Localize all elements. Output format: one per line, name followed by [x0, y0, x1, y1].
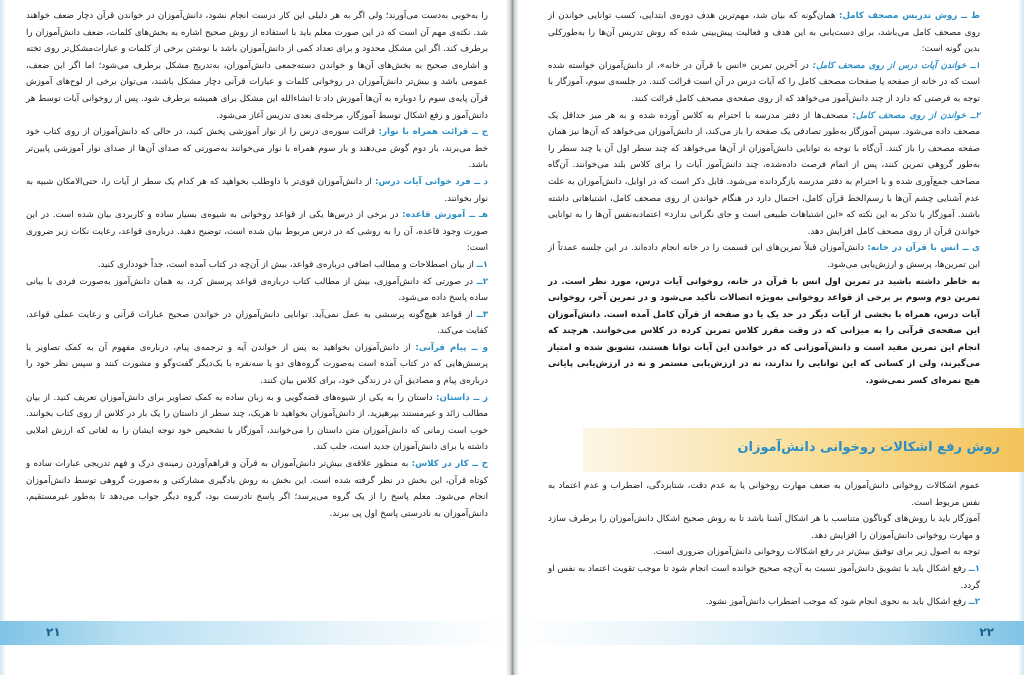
- paragraph: توجه به اصول زیر برای توفیق بیش‌تر در رفع اشکالات روخوانی دانش‌آموزان ضروری است.: [653, 547, 980, 558]
- paragraph-heading: د ــ فرد خوانی آیات درس:: [375, 176, 488, 187]
- item-number: ۱ــ: [476, 259, 488, 270]
- paragraph-heading: ی ــ انس با قرآن در خانه:: [867, 243, 980, 254]
- paragraph: آموزگار باید با روش‌های گوناگون متناسب با هر اشکال آشنا باشد تا به روش صحیح اشکال دانش‌آموزان را برطرف سازد و مهارت روخوانی دانش‌آموزان را افزایش دهد.: [548, 514, 980, 541]
- paragraph: ۲ــ خواندن از روی مصحف کامل: مصحف‌ها از دفتر مدرسه با احترام به کلاس آورده شده و به هر میز حداقل یک مصحف داده می‌شود. سپس آموزگار به‌طور تصادفی یک صفحه را باز می‌کند، از دانش‌آموزان می‌خواهد که آن‌ها نیز همان صفحه مصحف را باز کنند. آن‌گاه با توجه به توانایی دانش‌آموزان از آن‌ها می‌خواهد که چند سطر اول آن یا چند سطر را به‌طور گروهی تمرین کنند، پس از اتمام فرصت داده‌شده، چند دانش‌آموز آیات را برای کلاس بلند می‌خوانند. آن‌گاه مصاحف جمع‌آوری شده و با احترام به دفتر مدرسه بازگردانده می‌شود. قابل ذکر است که در اوایل، دانش‌آموزان به علت عدم آشنایی چشم آن‌ها با رسم‌الخط قرآن کامل، احتمال دارد در هنگام خواندن از روی مصحف کامل، اشتباهاتی داشته باشند. آموزگار با تذکر به این نکته که «این اشتباهات طبیعی است و جای نگرانی ندارد» اعتمادبه‌نفس آن‌ها را به توانایی خواندن قرآن از روی مصحف کامل افزایش دهد.: [548, 110, 981, 237]
- right-page: [519, 0, 1024, 675]
- right-page-text-bottom: [548, 478, 980, 611]
- paragraph: ۱ــ از بیان اصطلاحات و مطالب اضافی درباره‌ی قواعد، بیش از آن‌چه در کتاب آمده است، جداً خودداری کنید.: [97, 259, 488, 270]
- paragraph-heading: ۲ــ خواندن از روی مصحف کامل:: [852, 110, 981, 121]
- left-page-text: [26, 8, 488, 522]
- paragraph-heading: ز ــ داستان:: [436, 392, 488, 403]
- page-edge: [1018, 0, 1024, 675]
- paragraph-heading: هـ ــ آموزش قاعده:: [402, 210, 488, 221]
- paragraph: ۲ــ رفع اشکال باید به نحوی انجام شود که موجب اضطراب دانش‌آموز نشود.: [705, 597, 980, 608]
- paragraph: ۲ــ در صورتی که دانش‌آموزی، بیش از مطالب کتاب درباره‌ی قواعد پرسش کرد، به همان دانش‌آموز به‌صورت فردی با بیانی ساده پاسخ داده می‌شود.: [26, 276, 488, 304]
- section-title: روش رفع اشکالات روخوانی دانش‌آموزان: [737, 440, 1000, 455]
- item-number: ۲ــ: [968, 597, 980, 608]
- paragraph: ج ــ قرائت همراه با نوار: قرائت سوره‌ی درس را از نوار آموزشی پخش کنید، در حالی که دانش‌آموزان از روی کتاب خود خط می‌برند، بار دوم گوش می‌دهند و بار سوم همراه با نوار می‌خوانند به‌صورتی که صدای آن‌ها از صدای نوار آموزشی پایین‌تر باشد.: [26, 127, 488, 171]
- paragraph-heading: ح ــ کار در کلاس:: [411, 459, 488, 470]
- paragraph: به خاطر داشته باشید در تمرین اول انس با قرآن در خانه، روخوانی آیات درس، مورد نظر است. در تمرین دوم وسوم بر برخی از قواعد روخوانی به‌ویژه اتصالات تأکید می‌شود و در تمرین آخر، روخوانی آیات درس، همراه با بخشی از آیات دیگر در حد یک یا دو صفحه از قرآن کامل آمده است. دانش‌آموزان این صفحه‌ی قرآنی را به میزانی که در وقت مقرر کلاس تمرین کرده در کلاس می‌خوانند. هرچند که انجام این تمرین مفید است و دانش‌آموزانی که در خواندن این آیات توانا هستند، تشویق شده و امتیاز می‌گیرند، ولی از کسانی که این توانایی را ندارند، نه در ارزش‌یابی مستمر و نه در ارزش‌یابی پایانی هیچ نمره‌ای کسر نمی‌شود.: [548, 276, 980, 387]
- right-page-text-top: [548, 8, 980, 390]
- page-number: ۲۲: [979, 625, 994, 639]
- paragraph: ی ــ انس با قرآن در خانه: دانش‌آموزان قبلاً تمرین‌های این قسمت را در خانه انجام داده‌اند. در این جلسه عمدتاً از این تمرین‌ها، پرسش و ارزش‌یابی می‌شود.: [548, 243, 980, 270]
- paragraph: عموم اشکالات روخوانی دانش‌آموزان به ضعف مهارت روخوانی یا به عدم دقت، شتابزدگی، اضطراب و عدم اعتماد به نفس مربوط است.: [548, 481, 980, 508]
- page-number: ۲۱: [46, 625, 61, 639]
- page-footer-band: [519, 621, 1024, 645]
- paragraph: ح ــ کار در کلاس: به منظور علاقه‌ی بیش‌تر دانش‌آموزان به قرآن و فراهم‌آوردن زمینه‌ی درک و فهم تدریجی عبارات ساده و کوتاه قرآن، این بخش در نظر گرفته شده است. این بخش به روش یادگیری مشارکتی و به‌صورت گروهی توسط دانش‌آموزان انجام می‌شود. معلم پاسخ را از یک گروه می‌پرسد؛ اگر پاسخ نادرست بود، گروه دیگر جواب می‌دهد تا به‌طور غیرمستقیم، دانش‌آموزان به نادرستی پاسخ اول پی ببرند.: [26, 459, 488, 519]
- page-edge: [0, 0, 6, 675]
- paragraph: و ــ پیام قرآنی: از دانش‌آموزان بخواهید به پس از خواندن آیه و ترجمه‌ی پیام، درباره‌ی مفهوم آن به کمک تصاویر یا پرسش‌هایی که در کتاب آمده است به‌صورت گروه‌های دو یا سه‌نفره با یک‌دیگر گفت‌وگو و مشورت کنند و سپس نظر خود را درباره‌ی پیام و مصادیق آن در زندگی خود، برای کلاس بیان کنند.: [26, 342, 488, 387]
- book-gutter: [506, 0, 519, 675]
- item-number: ۲ــ: [476, 276, 488, 287]
- paragraph: ز ــ داستان: داستان را به یکی از شیوه‌های قصه‌گویی و به زبان ساده به کمک تصاویر برای دانش‌آموزان تعریف کنید. از بیان مطالب زائد و غیرمستند بپرهیزید. از دانش‌آموزان بخواهید تا هریک، چند سطر از داستان را یک بار در کلاس از روی کتاب بخوانند. خوب است زمانی که دانش‌آموزان متن داستان را می‌خوانند، آموزگار با تشخیص خود توجه ایشان را به لغاتی که ارزش املایی داشته یا برای دانش‌آموزان جدید است، جلب کند.: [26, 392, 488, 453]
- paragraph: د ــ فرد خوانی آیات درس: از دانش‌آموزان قوی‌تر با داوطلب بخواهید که هر کدام یک سطر از آیات را، حتی‌الامکان شبیه به نوار بخوانند.: [26, 176, 488, 204]
- paragraph: را به‌خوبی به‌دست می‌آورند؛ ولی اگر به هر دلیلی این کار درست انجام نشود، دانش‌آموزان در خواندن قرآن دچار ضعف خواهند شد. نکته‌ی مهم آن است که در این صورت معلم باید با استفاده از روش صحیح اشاره به بخش‌های کلمات، ضعف دانش‌آموزان را برطرف کند. اگر این مشکل محدود و برای تعداد کمی از دانش‌آموزان باشد با نوشتن برخی از کلمات و عبارات‌مشکل‌تر روی تخته و اشاره‌ی صحیح به بخش‌های آن‌ها و خواندن دسته‌جمعی دانش‌آموزان، به‌تدریج مشکل برطرف می‌شود؛ اما اگر این ضعف، عمومی باشد و بیش‌تر دانش‌آموزان در روخوانی کلمات و عبارات قرآنی دچار مشکل باشند، می‌توان برخی از لوح‌های آموزش قرآن پایه‌ی سوم را دوباره به آن‌ها آموزش داد تا انشاءالله این مشکل برای همیشه برطرف شود. پس از روخوانی آیات توسط هر دانش‌آموز و رفع اشکال توسط آموزگار، مرحله‌ی بعدی تدریس آغاز می‌شود.: [26, 11, 488, 121]
- paragraph-heading: ط ــ روش تدریس مصحف کامل:: [839, 11, 980, 21]
- paragraph-heading: ۱ــ خواندن آیات درس از روی مصحف کامل:: [812, 60, 981, 71]
- page-footer-band: [0, 621, 506, 645]
- item-number: ۱ــ: [968, 563, 980, 574]
- paragraph-heading: ج ــ قرائت همراه با نوار:: [378, 127, 488, 138]
- paragraph: ط ــ روش تدریس مصحف کامل: همان‌گونه که بیان شد، مهم‌ترین هدف دوره‌ی ابتدایی، کسب توانایی خواندن از روی مصحف کامل می‌باشد، برای دست‌یابی به این هدف و فعالیت پیش‌بینی شده که روش تدریس آن‌ها را به‌طورکلی بدین گونه است:: [548, 11, 980, 55]
- section-heading-band: [583, 428, 1024, 472]
- paragraph: ۳ــ از قواعد هیچ‌گونه پرسشی به عمل نمی‌آید. توانایی دانش‌آموزان در خواندن صحیح عبارات قرآنی و رعایت عملی قواعد، کفایت می‌کند.: [26, 309, 488, 337]
- paragraph: هـ ــ آموزش قاعده: در برخی از درس‌ها یکی از قواعد روخوانی به شیوه‌ی بسیار ساده و کاربردی بیان شده است. در این صورت وجود قاعده، آن را به روشی که در درس مربوط بیان شده است، توضیح دهید. درباره‌ی قواعد، رعایت نکات زیر ضروری است:: [26, 210, 488, 254]
- left-page: [0, 0, 506, 675]
- paragraph: ۱ــ خواندن آیات درس از روی مصحف کامل: در آخرین تمرین «انس با قرآن در خانه»، از دانش‌آموزان خواسته شده است که در خانه از صفحه یا صفحات مصحف کامل را که آیات درس در آن است قرائت کنند. در جلسه‌ی سوم، آموزگار با توجه به فرصتی که دارد از چند دانش‌آموز می‌خواهد که از روی صفحه‌ی مصحف کامل قرائت کنند.: [548, 60, 981, 104]
- item-number: ۳ــ: [476, 309, 488, 320]
- paragraph-heading: و ــ پیام قرآنی:: [415, 342, 488, 353]
- paragraph: ۱ــ رفع اشکال باید با تشویق دانش‌آموز نسبت به آن‌چه صحیح خوانده است انجام شود تا موجب تقویت اعتماد به نفس او گردد.: [548, 563, 980, 591]
